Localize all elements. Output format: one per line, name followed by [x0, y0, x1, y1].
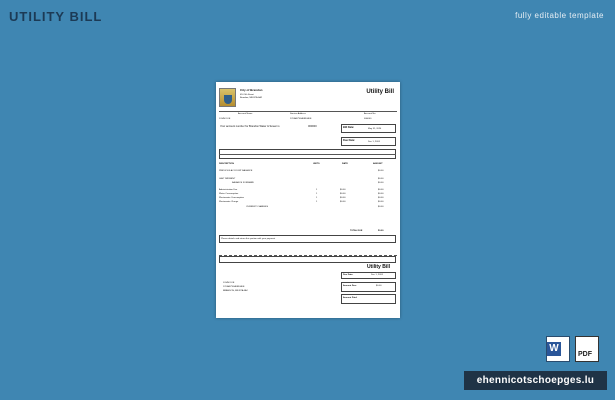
- stub-amount-due-label: Amount Due:: [343, 285, 357, 287]
- stub-date: Dec 1, 2024: [371, 274, 383, 276]
- current-charges-label: CURRENT CHARGES: [246, 206, 269, 208]
- divider: [219, 111, 397, 112]
- page-subtitle: fully editable template: [515, 11, 604, 20]
- due-date: Dec 1, 2024: [368, 141, 380, 143]
- utility-bill-document: [216, 82, 400, 318]
- stub-amount-paid-label: Amount Paid:: [343, 297, 358, 299]
- line-item-amount: $0.00: [378, 193, 384, 195]
- units-header: UNITS: [313, 163, 320, 165]
- amount-header: AMOUNT: [373, 163, 383, 165]
- line-item-rate: $0.00: [340, 197, 346, 199]
- line-item-amount: $0.00: [378, 201, 384, 203]
- previous-balance: $0.00: [378, 170, 384, 172]
- stub-header-table: [219, 256, 396, 263]
- line-item-amount: $0.00: [378, 189, 384, 191]
- line-item-units: 1: [316, 189, 318, 191]
- word-document-icon: W: [546, 336, 570, 362]
- line-item-units: 1: [316, 197, 318, 199]
- line-item-units: 1: [316, 201, 318, 203]
- total-due: $0.00: [378, 230, 384, 232]
- line-item-units: 1: [316, 193, 318, 195]
- account-no: 000000: [364, 118, 372, 120]
- divider: [219, 154, 396, 155]
- org-name: City of Brandon: [240, 88, 263, 92]
- remit-text: Please detach and return this portion with your payment: [221, 238, 276, 240]
- stub-date-label: Due Date:: [343, 274, 354, 276]
- org-address-line-1: 410 9th Street: [240, 94, 254, 96]
- bill-heading: Utility Bill: [366, 89, 394, 95]
- stub-heading: Utility Bill: [366, 264, 390, 270]
- balance-forward: $0.00: [378, 182, 384, 184]
- account-no-label: Account No.: [364, 113, 376, 115]
- description-header: DESCRIPTION: [219, 163, 234, 165]
- current-charges: $0.00: [378, 206, 384, 208]
- page-title: UTILITY BILL: [9, 9, 103, 24]
- line-item-desc: Wastewater Consumption: [219, 197, 244, 199]
- line-item-desc: Administration Fee: [219, 189, 238, 191]
- bill-date-label: Bill Date:: [343, 126, 355, 129]
- line-item-rate: $0.00: [340, 189, 346, 191]
- line-item-amount: $0.00: [378, 197, 384, 199]
- org-address-line-2: Brandon, MB R7A 6A2: [240, 97, 263, 99]
- total-due-label: TOTAL DUE: [350, 230, 363, 232]
- balance-forward-label: BALANCE FORWARD: [232, 182, 254, 184]
- city-crest-logo: [219, 88, 236, 107]
- service-address-label: Service Address: [290, 113, 306, 115]
- service-address: 123 ANYWHERE AVE: [290, 118, 312, 120]
- rate-header: RATE: [342, 163, 348, 165]
- notice-account: 000000: [308, 125, 317, 128]
- file-format-icons: [546, 336, 599, 362]
- site-watermark: ehennicotschoepges.lu: [464, 371, 607, 390]
- stub-amount-due: $0.00: [376, 285, 382, 287]
- due-date-label: Due Date:: [343, 139, 356, 142]
- bill-date: May 31, 2024: [368, 128, 382, 130]
- line-item-desc: Wastewater Charge: [219, 201, 239, 203]
- payment: $0.00: [378, 178, 384, 180]
- customer-address-line-1: 123 ANYWHERE AVE: [223, 286, 245, 288]
- pdf-document-icon: PDF: [575, 336, 599, 362]
- account-name: JOHN DOE: [219, 118, 231, 120]
- line-item-rate: $0.00: [340, 201, 346, 203]
- payment-label: LAST PAYMENT: [219, 178, 236, 180]
- line-item-desc: Water Consumption: [219, 193, 239, 195]
- customer-address-line-2: BRANDON, MB R7A 6A2: [223, 290, 248, 292]
- line-item-rate: $0.00: [340, 193, 346, 195]
- account-name-label: Account Name: [238, 113, 253, 115]
- customer-name: JOHN DOE: [223, 282, 235, 284]
- notice-text: Your account number for Brandon Water & Sewer is: [220, 125, 280, 128]
- previous-balance-label: PREVIOUS ACCOUNT BALANCE: [219, 170, 253, 172]
